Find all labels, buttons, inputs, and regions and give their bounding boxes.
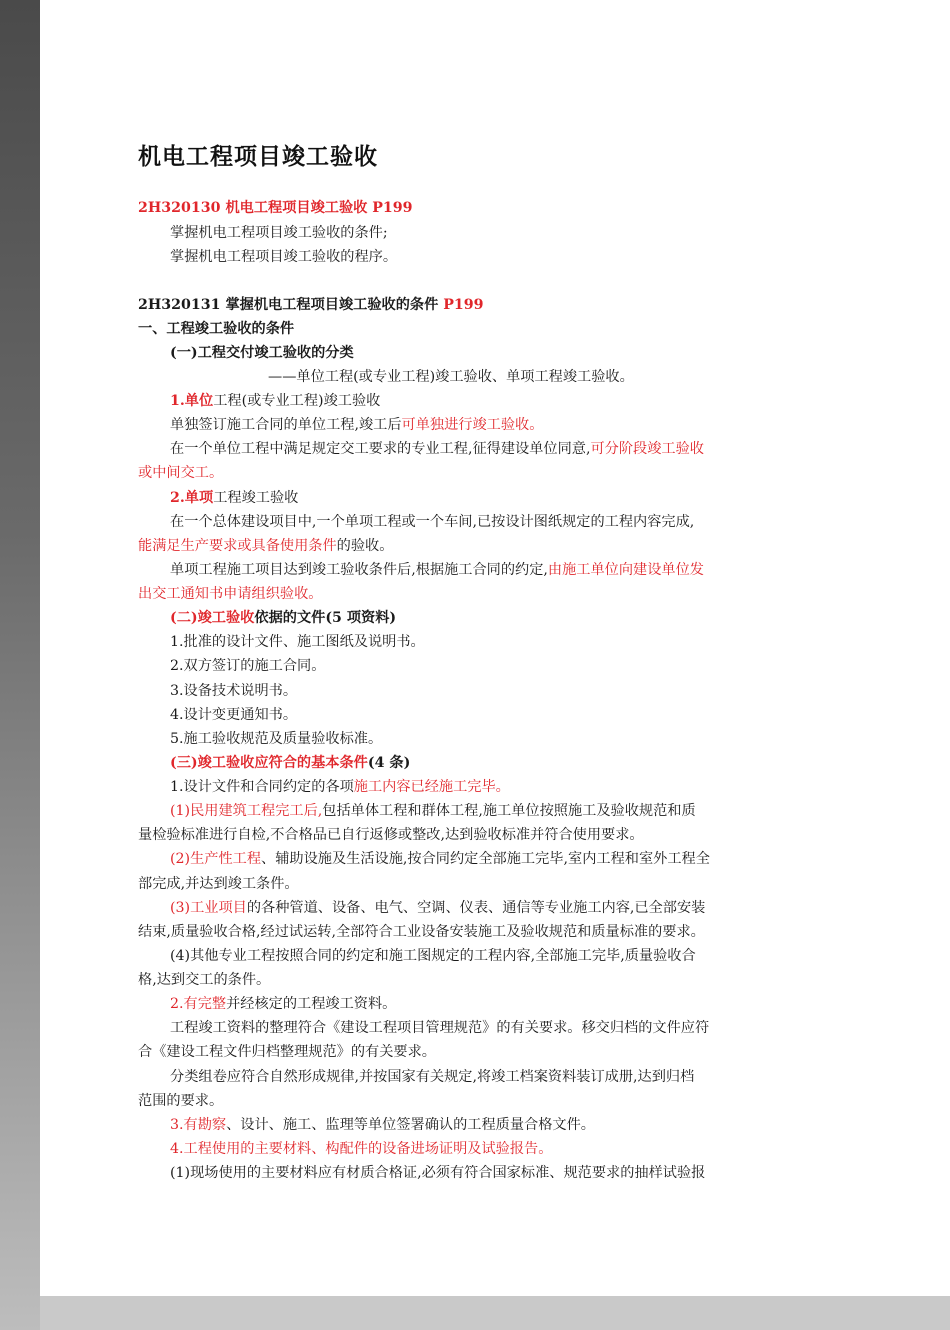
text-line: (3)工业项目的各种管道、设备、电气、空调、仪表、通信等专业施工内容,已全部安装 [170, 900, 706, 916]
level2-heading: (二)竣工验收依据的文件(5 项资料) [170, 610, 397, 626]
text-line: 4.工程使用的主要材料、构配件的设备进场证明及试验报告。 [170, 1141, 553, 1157]
list-item: 5.施工验收规范及质量验收标准。 [170, 731, 383, 747]
text-line: 合《建设工程文件归档整理规范》的有关要求。 [138, 1044, 436, 1060]
list-item: 3.设备技术说明书。 [170, 683, 298, 699]
text-line: 或中间交工。 [138, 465, 224, 481]
text-line: 掌握机电工程项目竣工验收的程序。 [170, 249, 398, 265]
text-line: 在一个单位工程中满足规定交工要求的专业工程,征得建设单位同意,可分阶段竣工验收 [170, 441, 704, 457]
list-item: 2.双方签订的施工合同。 [170, 658, 326, 674]
text-line: (2)生产性工程、辅助设施及生活设施,按合同约定全部施工完毕,室内工程和室外工程全 [170, 851, 710, 867]
page-title: 机电工程项目竣工验收 [138, 144, 378, 170]
text-line: 1.设计文件和合同约定的各项施工内容已经施工完毕。 [170, 779, 510, 795]
level2-heading: (三)竣工验收应符合的基本条件(4 条) [170, 755, 411, 771]
subsection-heading: 2H320131 掌握机电工程项目竣工验收的条件 P199 [138, 297, 484, 313]
text-line: 分类组卷应符合自然形成规律,并按国家有关规定,将竣工档案资料装订成册,达到归档 [170, 1069, 695, 1085]
list-item: 1.批准的设计文件、施工图纸及说明书。 [170, 634, 425, 650]
text-line: (1)现场使用的主要材料应有材质合格证,必须有符合国家标准、规范要求的抽样试验报 [170, 1165, 706, 1181]
level2-heading: (一)工程交付竣工验收的分类 [170, 345, 354, 361]
item-heading: 2.单项工程竣工验收 [170, 490, 299, 506]
text-line: (4)其他专业工程按照合同的约定和施工图规定的工程内容,全部施工完毕,质量验收合 [170, 948, 696, 964]
text-line: 在一个总体建设项目中,一个单项工程或一个车间,已按设计图纸规定的工程内容完成, [170, 514, 695, 530]
text-line: 部完成,并达到竣工条件。 [138, 876, 299, 892]
text-line: 掌握机电工程项目竣工验收的条件; [170, 225, 388, 241]
text-line: 格,达到交工的条件。 [138, 972, 271, 988]
list-item: 4.设计变更通知书。 [170, 707, 298, 723]
left-margin-bar [0, 0, 40, 1330]
text-line: 3.有勘察、设计、施工、监理等单位签署确认的工程质量合格文件。 [170, 1117, 595, 1133]
text-line: 单项工程施工项目达到竣工验收条件后,根据施工合同的约定,由施工单位向建设单位发 [170, 562, 704, 578]
text-line: 工程竣工资料的整理符合《建设工程项目管理规范》的有关要求。移交归档的文件应符 [170, 1020, 710, 1036]
text-line: 能满足生产要求或具备使用条件的验收。 [138, 538, 394, 554]
bottom-margin-bar [40, 1296, 950, 1330]
text-line: 2.有完整并经核定的工程竣工资料。 [170, 996, 397, 1012]
text-line: 范围的要求。 [138, 1093, 224, 1109]
text-line: ——单位工程(或专业工程)竣工验收、单项工程竣工验收。 [268, 369, 634, 385]
item-heading: 1.单位工程(或专业工程)竣工验收 [170, 393, 381, 409]
text-line: 量检验标准进行自检,不合格品已自行返修或整改,达到验收标准并符合使用要求。 [138, 827, 644, 843]
text-line: 结束,质量验收合格,经过试运转,全部符合工业设备安装施工及验收规范和质量标准的要求。 [138, 924, 705, 940]
text-line: 单独签订施工合同的单位工程,竣工后可单独进行竣工验收。 [170, 417, 544, 433]
section-code-heading: 2H320130 机电工程项目竣工验收 P199 [138, 200, 413, 216]
level1-heading: 一、工程竣工验收的条件 [138, 321, 295, 337]
text-line: (1)民用建筑工程完工后,包括单体工程和群体工程,施工单位按照施工及验收规范和质 [170, 803, 696, 819]
text-line: 出交工通知书申请组织验收。 [138, 586, 323, 602]
